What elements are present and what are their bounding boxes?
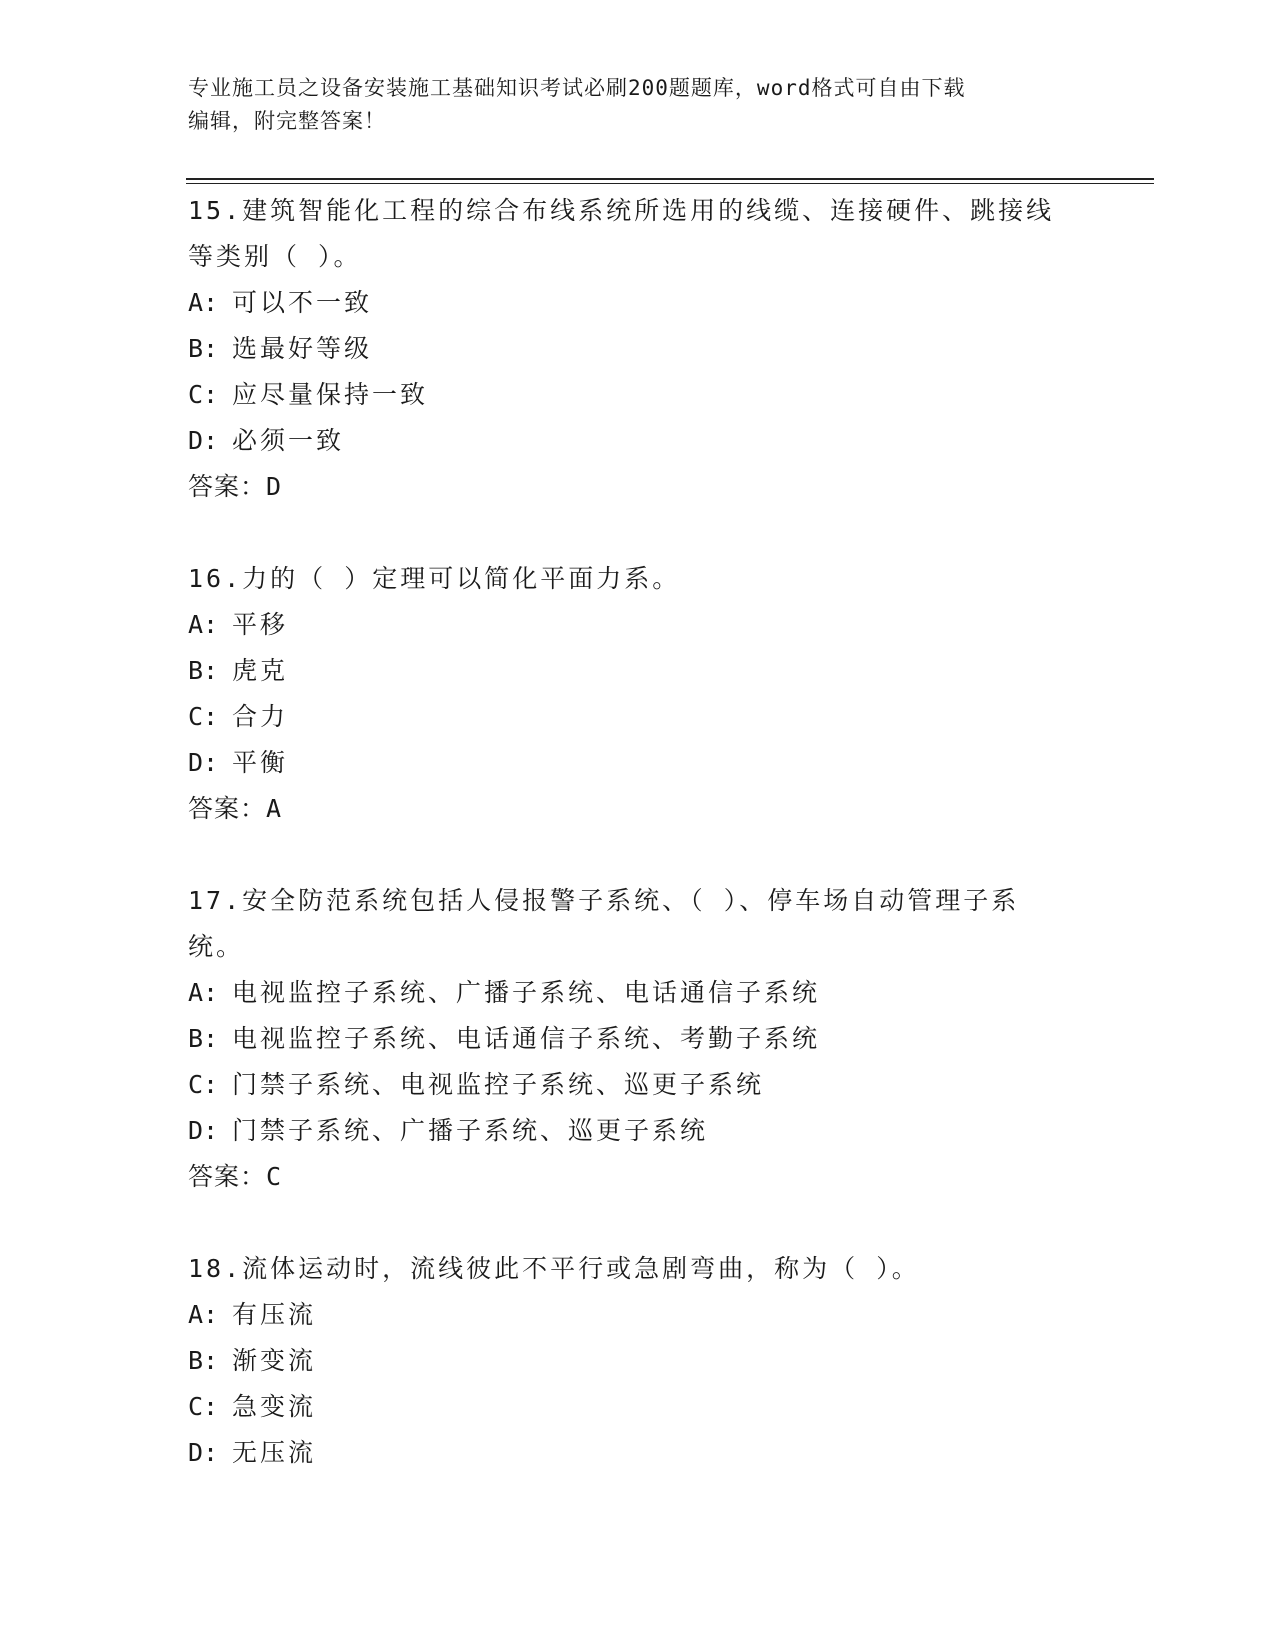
option-letter: C:	[188, 1070, 219, 1099]
option-d	[188, 1108, 1108, 1154]
option-d	[188, 1430, 1108, 1476]
option-letter: C:	[188, 380, 219, 409]
option-text: 平移	[232, 610, 289, 639]
option-d	[188, 418, 1108, 464]
option-c	[188, 694, 1108, 740]
option-c	[188, 1384, 1108, 1430]
question-18	[188, 1246, 1108, 1476]
option-text: 电视监控子系统、电话通信子系统、考勤子系统	[232, 1024, 821, 1053]
answer-line: 答案：C	[188, 1162, 283, 1191]
header-divider-thin	[186, 183, 1154, 184]
option-text: 门禁子系统、广播子系统、巡更子系统	[232, 1116, 709, 1145]
option-text: 合力	[232, 702, 289, 731]
option-a	[188, 970, 1108, 1016]
option-text: 急变流	[232, 1392, 317, 1421]
question-list	[188, 188, 1108, 1522]
option-letter: A:	[188, 1300, 219, 1329]
option-a	[188, 602, 1108, 648]
option-letter: C:	[188, 1392, 219, 1421]
question-stem: 17.安全防范系统包括人侵报警子系统、（ ）、停车场自动管理子系	[188, 886, 1020, 915]
option-d	[188, 740, 1108, 786]
option-letter: D:	[188, 426, 219, 455]
option-a	[188, 1292, 1108, 1338]
question-15	[188, 188, 1108, 510]
option-text: 应尽量保持一致	[232, 380, 429, 409]
question-stem-continued: 等类别（ ）。	[188, 242, 362, 271]
option-letter: B:	[188, 1024, 219, 1053]
option-text: 门禁子系统、电视监控子系统、巡更子系统	[232, 1070, 765, 1099]
option-b	[188, 1016, 1108, 1062]
question-stem: 16.力的（ ）定理可以简化平面力系。	[188, 564, 681, 593]
option-text: 平衡	[232, 748, 289, 777]
option-letter: A:	[188, 978, 219, 1007]
option-letter: B:	[188, 334, 219, 363]
option-text: 电视监控子系统、广播子系统、电话通信子系统	[232, 978, 821, 1007]
option-c	[188, 372, 1108, 418]
option-b	[188, 1338, 1108, 1384]
question-stem: 18.流体运动时，流线彼此不平行或急剧弯曲，称为（ ）。	[188, 1254, 920, 1283]
option-letter: D:	[188, 1438, 219, 1467]
question-16	[188, 556, 1108, 832]
option-text: 虎克	[232, 656, 289, 685]
answer-line: 答案：D	[188, 472, 283, 501]
option-b	[188, 326, 1108, 372]
option-letter: C:	[188, 702, 219, 731]
option-letter: A:	[188, 288, 219, 317]
option-text: 可以不一致	[232, 288, 373, 317]
document-header	[188, 72, 1088, 138]
answer-line: 答案：A	[188, 794, 283, 823]
option-text: 必须一致	[232, 426, 345, 455]
option-a	[188, 280, 1108, 326]
option-letter: A:	[188, 610, 219, 639]
option-letter: D:	[188, 1116, 219, 1145]
question-17	[188, 878, 1108, 1200]
option-text: 选最好等级	[232, 334, 373, 363]
header-divider-thick	[186, 178, 1154, 180]
option-c	[188, 1062, 1108, 1108]
question-stem: 15.建筑智能化工程的综合布线系统所选用的线缆、连接硬件、跳接线	[188, 196, 1055, 225]
header-line-1: 专业施工员之设备安装施工基础知识考试必刷200题题库，word格式可自由下载	[188, 76, 966, 100]
question-stem-continued: 统。	[188, 932, 245, 961]
option-letter: B:	[188, 1346, 219, 1375]
option-text: 有压流	[232, 1300, 317, 1329]
option-b	[188, 648, 1108, 694]
option-letter: B:	[188, 656, 219, 685]
option-text: 无压流	[232, 1438, 317, 1467]
option-letter: D:	[188, 748, 219, 777]
option-text: 渐变流	[232, 1346, 317, 1375]
header-line-2: 编辑，附完整答案！	[188, 109, 386, 133]
